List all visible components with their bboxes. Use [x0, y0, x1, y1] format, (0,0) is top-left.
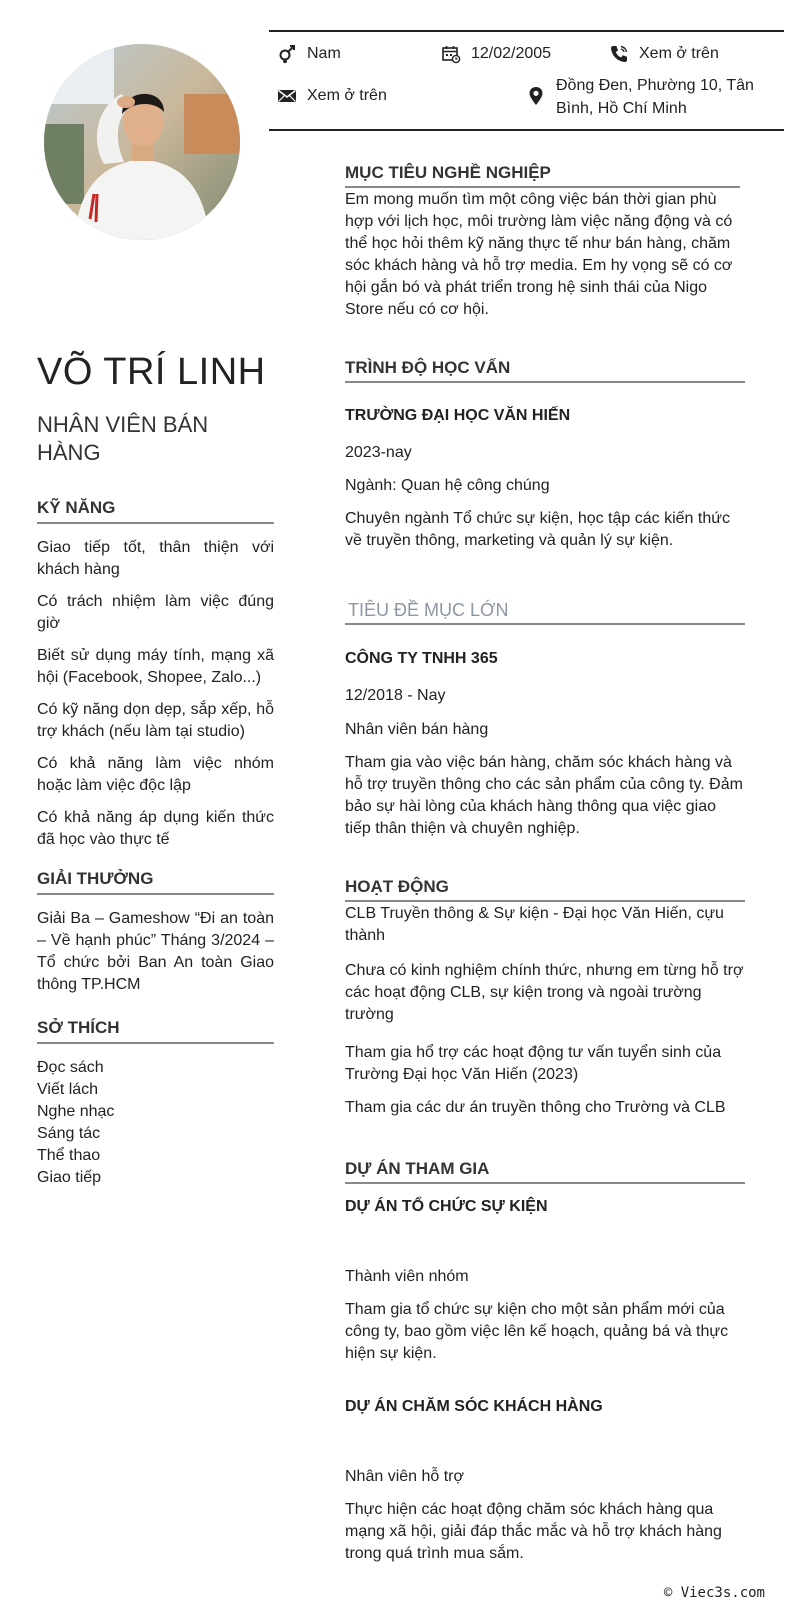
gender-icon — [277, 44, 297, 64]
project-role: Thành viên nhóm — [345, 1268, 469, 1285]
activities-heading: HOẠT ĐỘNG — [345, 876, 745, 902]
project-description: Thực hiện các hoạt động chăm sóc khách hàng qua mạng xã hội, giải đáp thắc mắc và hỗ trợ khách hàng trong quá trình mua sắm. — [345, 1501, 722, 1562]
email-value: Xem ở trên — [307, 87, 387, 104]
phone-icon — [609, 44, 629, 64]
skill-item: Biết sử dụng máy tính, mạng xã hội (Facebook, Shopee, Zalo...) — [37, 647, 274, 686]
education-description: Chuyên ngành Tổ chức sự kiện, học tập các kiến thức về truyền thông, marketing và quản lý sự kiện. — [345, 510, 730, 549]
project-role: Nhân viên hỗ trợ — [345, 1468, 464, 1485]
education-school: TRƯỜNG ĐẠI HỌC VĂN HIẾN — [345, 407, 571, 424]
skills-heading: KỸ NĂNG — [37, 497, 274, 524]
phone-info — [609, 44, 719, 64]
experience-period: 12/2018 - Nay — [345, 687, 446, 704]
candidate-name: VÕ TRÍ LINH — [37, 351, 266, 393]
hobby-item: Thể thao — [37, 1147, 101, 1164]
experience-role: Nhân viên bán hàng — [345, 721, 489, 738]
hobby-item: Đọc sách — [37, 1059, 104, 1076]
activity-item: Tham gia hổ trợ các hoạt động tư vấn tuyển sinh của Trường Đại học Văn Hiến (2023) — [345, 1044, 722, 1083]
activity-item: Tham gia các dư án truyền thông cho Trường và CLB — [345, 1099, 726, 1116]
hobby-item: Giao tiếp — [37, 1169, 102, 1186]
gender-value: Nam — [307, 45, 341, 62]
project-description: Tham gia tổ chức sự kiện cho một sản phẩm mới của công ty, bao gồm việc lên kế hoạch, quảng bá và thực hiện sự kiện. — [345, 1301, 729, 1362]
hobbies-list — [37, 1057, 274, 1189]
profile-photo — [44, 44, 240, 240]
address-info — [526, 74, 771, 120]
skill-item: Có khả năng áp dụng kiến thức đã học vào thực tế — [37, 809, 274, 848]
objective-heading: MỤC TIÊU NGHỀ NGHIỆP — [345, 162, 740, 188]
location-pin-icon — [526, 86, 546, 106]
left-column — [37, 350, 274, 1189]
hobbies-heading: SỞ THÍCH — [37, 1017, 274, 1044]
awards-heading: GIẢI THƯỞNG — [37, 868, 274, 895]
email-info — [277, 86, 387, 106]
contact-info — [269, 30, 784, 131]
hobby-item: Nghe nhạc — [37, 1103, 115, 1120]
calendar-icon — [441, 44, 461, 64]
education-major: Ngành: Quan hệ công chúng — [345, 477, 550, 494]
project-name: DỰ ÁN TỔ CHỨC SỰ KIỆN — [345, 1198, 548, 1215]
candidate-title: NHÂN VIÊN BÁN HÀNG — [37, 412, 209, 465]
watermark-footer: © Viec3s.com — [663, 1585, 765, 1601]
activity-item: Chưa có kinh nghiệm chính thức, nhưng em từng hỗ trợ các hoạt động CLB, sự kiện trong và ngoài trường trường — [345, 962, 744, 1023]
objective-text: Em mong muốn tìm một công việc bán thời gian phù hợp với lịch học, môi trường làm việc năng động và có thể học hỏi thêm kỹ năng thực tế như bán hàng, chăm sóc khách hàng và hỗ trợ media. Em hy vọng sẽ có cơ hội gắn bó và phát triển trong hệ sinh thái của Nigo Store nếu có cơ hội. — [345, 191, 733, 318]
skill-item: Có khả năng làm việc nhóm hoặc làm việc độc lập — [37, 755, 274, 794]
education-period: 2023-nay — [345, 444, 412, 461]
dob-info — [441, 44, 551, 64]
award-item: Giải Ba – Gameshow “Đi an toàn – Về hạnh phúc” Tháng 3/2024 – Tổ chức bởi Ban An toàn Giao thông TP.HCM — [37, 910, 274, 993]
email-icon — [277, 86, 297, 106]
experience-description: Tham gia vào việc bán hàng, chăm sóc khách hàng và hỗ trợ truyền thông cho các sản phẩm của công ty. Đảm bảo sự hài lòng của khách hàng thông qua việc giao tiếp thân thiện và chuyên nghiệp. — [345, 754, 743, 837]
experience-company: CÔNG TY TNHH 365 — [345, 650, 498, 667]
project-name: DỰ ÁN CHĂM SÓC KHÁCH HÀNG — [345, 1398, 603, 1415]
skill-item: Có trách nhiệm làm việc đúng giờ — [37, 593, 274, 632]
education-heading: TRÌNH ĐỘ HỌC VẤN — [345, 357, 745, 383]
dob-value: 12/02/2005 — [471, 45, 552, 62]
activity-item: CLB Truyền thông & Sự kiện - Đại học Văn Hiến, cựu thành — [345, 905, 724, 944]
skills-list — [37, 537, 274, 851]
hobby-item: Sáng tác — [37, 1125, 101, 1142]
experience-heading: TIÊU ĐỀ MỤC LỚN — [345, 599, 745, 625]
hobby-item: Viết lách — [37, 1081, 99, 1098]
gender-info — [277, 44, 341, 64]
skill-item: Giao tiếp tốt, thân thiện với khách hàng — [37, 539, 274, 578]
avatar — [44, 44, 240, 240]
projects-heading: DỰ ÁN THAM GIA — [345, 1158, 745, 1184]
address-value: Đồng Đen, Phường 10, Tân Bình, Hồ Chí Minh — [556, 77, 754, 117]
phone-value: Xem ở trên — [639, 45, 719, 62]
skill-item: Có kỹ năng dọn dẹp, sắp xếp, hỗ trợ khách (nếu làm tại studio) — [37, 701, 274, 740]
